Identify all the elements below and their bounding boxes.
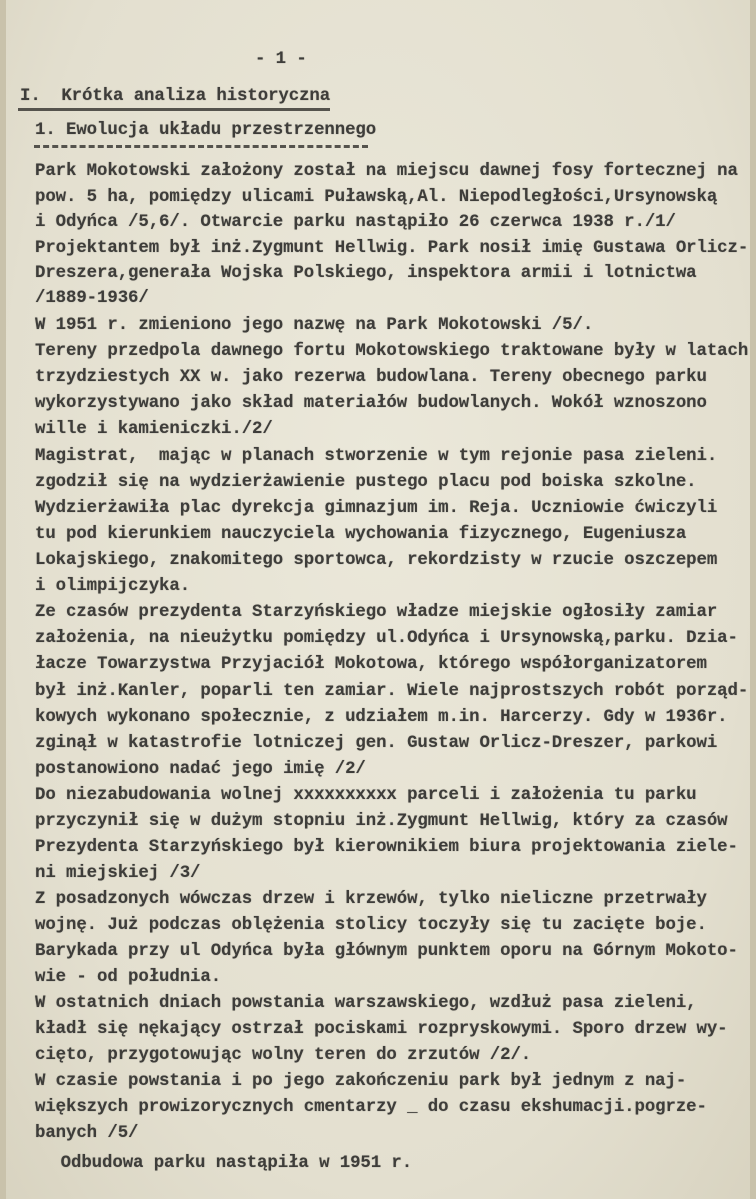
body-line: był inż.Kanler, poparli ten zamiar. Wiele najprostszych robót porząd- — [35, 682, 749, 701]
body-line: zgodził się na wydzierżawienie pustego placu pod boiska szkolne. — [35, 473, 697, 492]
body-line: Park Mokotowski założony został na miejscu dawnej fosy fortecznej na — [35, 162, 738, 181]
body-line: Odbudowa parku nastąpiła w 1951 r. — [40, 1154, 413, 1173]
body-line: wojnę. Już podczas oblężenia stolicy toczyły się tu zacięte boje. — [35, 916, 707, 935]
body-line: Magistrat, mając w planach stworzenie w tym rejonie pasa zieleni. — [35, 447, 718, 466]
body-line: Wydzierżawiła plac dyrekcja gimnazjum im. Reja. Uczniowie ćwiczyli — [35, 499, 718, 518]
body-line: Do niezabudowania wolnej xxxxxxxxxx parceli i założenia tu parku — [35, 786, 697, 805]
body-line: W czasie powstania i po jego zakończeniu park był jednym z naj- — [35, 1072, 687, 1091]
body-line: Z posadzonych wówczas drzew i krzewów, tylko nieliczne przetrwały — [35, 890, 707, 909]
body-line: i olimpijczyka. — [35, 577, 191, 596]
page-edge-left — [0, 0, 6, 1199]
body-line: trzydziestych XX w. jako rezerwa budowlana. Tereny obecnego parku — [35, 368, 707, 387]
body-line: założenia, na nieużytku pomiędzy ul.Odyńca i Ursynowską,parku. Dzia- — [35, 629, 738, 648]
body-line: kowych wykonano społecznie, z udziałem m.in. Harcerzy. Gdy w 1936r. — [35, 708, 728, 727]
body-line: zginął w katastrofie lotniczej gen. Gustaw Orlicz-Dreszer, parkowi — [35, 734, 718, 753]
body-line: większych prowizorycznych cmentarzy _ do czasu ekshumacji.pogrze- — [35, 1098, 707, 1117]
body-line: przyczynił się w dużym stopniu inż.Zygmunt Hellwig, który za czasów — [35, 812, 728, 831]
body-line: tu pod kierunkiem nauczyciela wychowania fizycznego, Eugeniusza — [35, 525, 687, 544]
body-line: Tereny przedpola dawnego fortu Mokotowskiego traktowane były w latach — [35, 342, 749, 361]
page-number: - 1 - — [255, 50, 307, 69]
body-line: postanowiono nadać jego imię /2/ — [35, 760, 366, 779]
chapter-heading-underline — [18, 108, 330, 111]
body-line: Prezydenta Starzyńskiego był kierownikiem biura projektowania ziele- — [35, 838, 738, 857]
body-line: banych /5/ — [35, 1124, 139, 1143]
body-line: wykorzystywano jako skład materiałów budowlanych. Wokół wznoszono — [35, 394, 707, 413]
body-line: wie - od południa. — [35, 968, 222, 987]
body-line: W 1951 r. zmieniono jego nazwę na Park Mokotowski /5/. — [35, 316, 594, 335]
body-line: /1889-1936/ — [35, 289, 149, 308]
chapter-heading: I. Krótka analiza historyczna — [20, 87, 331, 106]
body-line: Lokajskiego, znakomitego sportowca, rekordzisty w rzucie oszczepem — [35, 551, 718, 570]
section-heading-underline — [34, 145, 368, 148]
body-line: i Odyńca /5,6/. Otwarcie parku nastąpiło 26 czerwca 1938 r./1/ — [35, 213, 676, 232]
body-line: Barykada przy ul Odyńca była głównym punktem oporu na Górnym Mokoto- — [35, 942, 738, 961]
section-heading: 1. Ewolucja układu przestrzennego — [35, 121, 377, 140]
body-line: cięto, przygotowując wolny teren do zrzutów /2/. — [35, 1046, 532, 1065]
page-edge-right — [750, 0, 756, 1199]
body-line: pow. 5 ha, pomiędzy ulicami Puławską,Al. Niepodległości,Ursynowską — [35, 188, 718, 207]
body-line: wille i kamieniczki./2/ — [35, 420, 273, 439]
body-line: łacze Towarzystwa Przyjaciół Mokotowa, którego współorganizatorem — [35, 655, 707, 674]
body-line: Dreszera,generała Wojska Polskiego, inspektora armii i lotnictwa — [35, 264, 697, 283]
body-line: Projektantem był inż.Zygmunt Hellwig. Park nosił imię Gustawa Orlicz- — [35, 239, 749, 258]
body-line: W ostatnich dniach powstania warszawskiego, wzdłuż pasa zieleni, — [35, 994, 697, 1013]
body-line: ni miejskiej /3/ — [35, 864, 201, 883]
body-line: Ze czasów prezydenta Starzyńskiego władze miejskie ogłosiły zamiar — [35, 603, 718, 622]
body-line: kładł się nękający ostrzał pociskami rozpryskowymi. Sporo drzew wy- — [35, 1020, 728, 1039]
